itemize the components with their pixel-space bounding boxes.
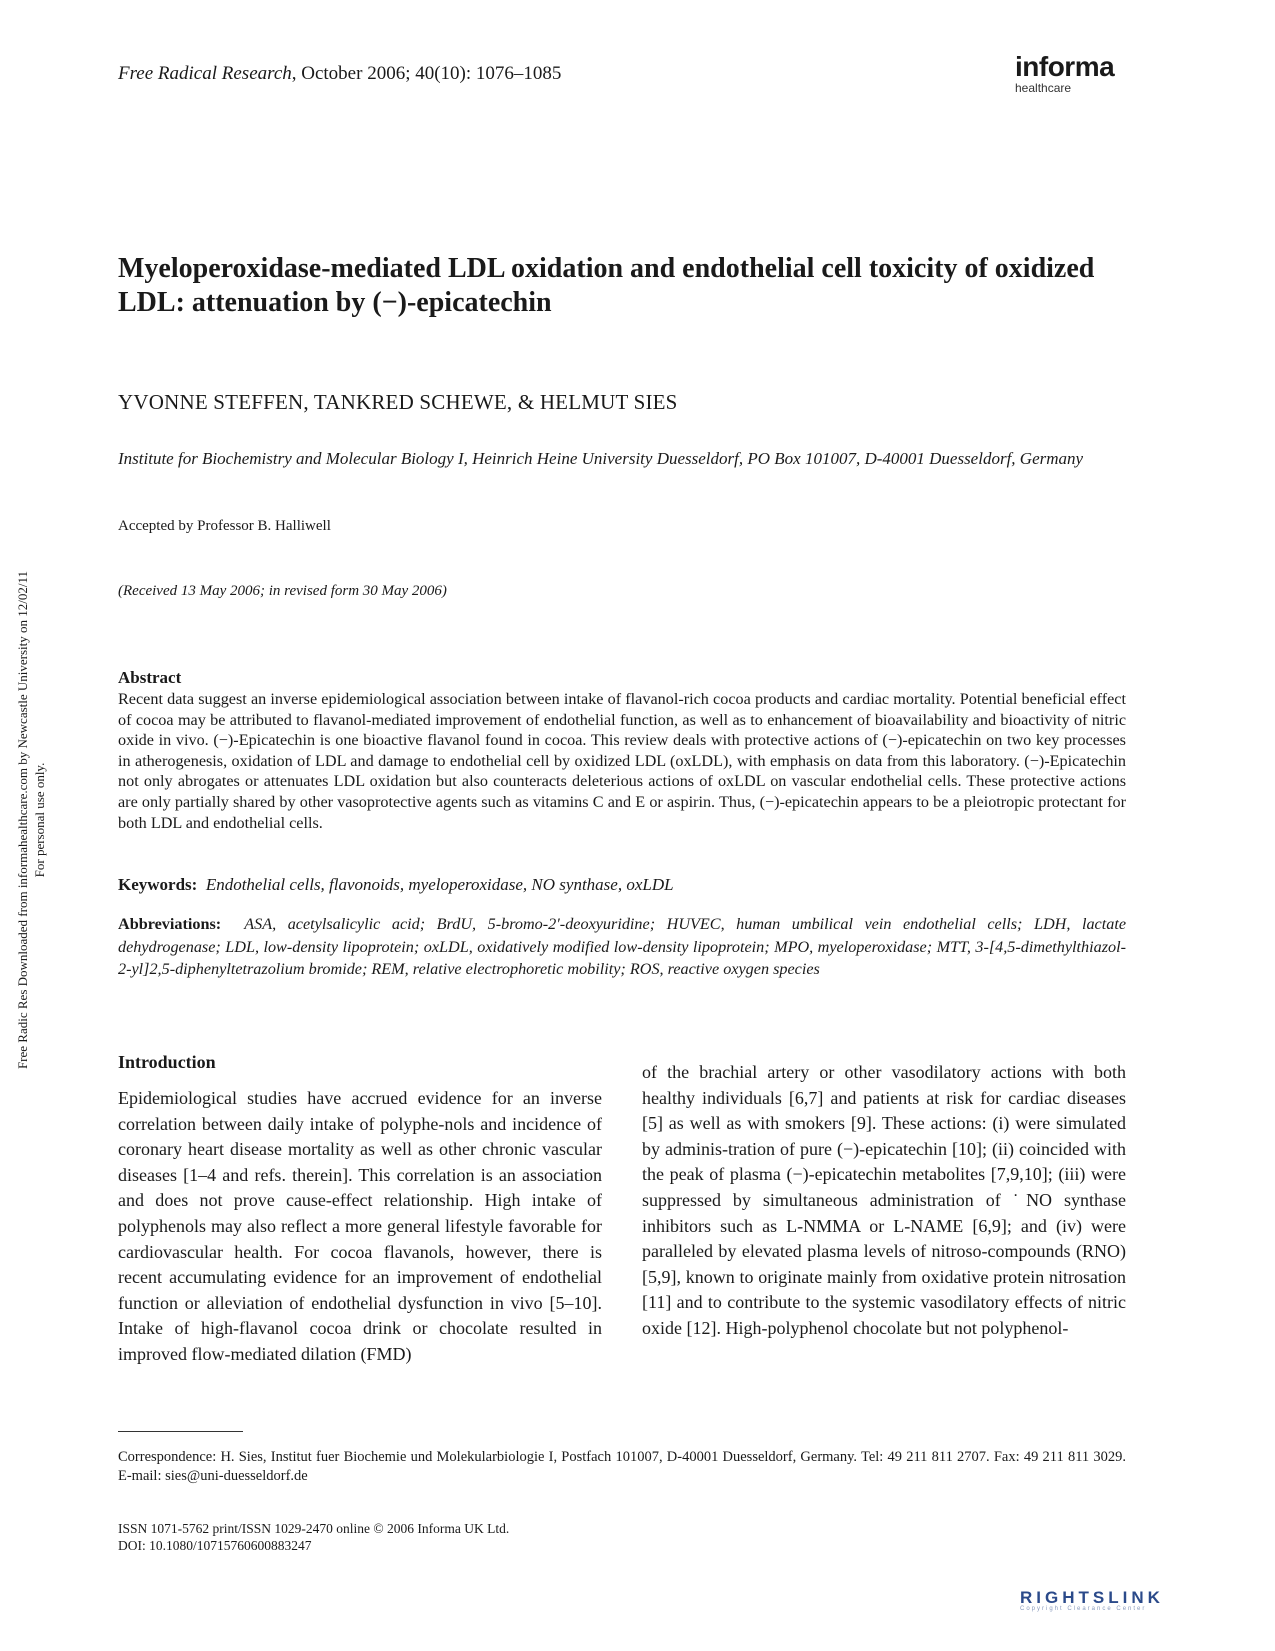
introduction-right-column: of the brachial artery or other vasodilatory actions with both healthy individuals [6,7] and patients at risk for cardiac diseases [5] as well as with smokers [9]. These actions: (i) were simulated by adminis-tration of pure (−)-epicatechin [10]; (ii) coincided with the peak of plasma (−)-epicatechin metabolites [7,9,10]; (iii) were suppressed by simultaneous administration of ˙NO synthase inhibitors such as L-NMMA or L-NAME [6,9]; and (iv) were paralleled by elevated plasma levels of nitroso-compounds (RNO) [5,9], known to originate mainly from oxidative protein nitrosation [11] and to contribute to the systemic vasodilatory effects of nitric oxide [12]. High-polyphenol chocolate but not polyphenol- <box>642 1062 1126 1338</box>
rightslink-label: RIGHTSLINK <box>1020 1588 1164 1607</box>
accepted-by: Accepted by Professor B. Halliwell <box>118 518 331 534</box>
issn: ISSN 1071-5762 print/ISSN 1029-2470 online © 2006 Informa UK Ltd. <box>118 1521 510 1536</box>
journal-citation <box>118 63 561 85</box>
watermark-line-1: Free Radic Res Downloaded from informahealthcare.com by Newcastle University on 12/02/11 <box>15 570 30 1070</box>
authors: YVONNE STEFFEN, TANKRED SCHEWE, & HELMUT SIES <box>118 390 678 414</box>
rightslink-logo <box>1020 1588 1164 1612</box>
logo-sub: healthcare <box>1015 81 1072 95</box>
abbreviations-label: Abbreviations: <box>118 915 222 933</box>
logo-brand: informa <box>1015 51 1115 82</box>
download-watermark <box>14 500 48 1140</box>
keywords-label: Keywords: <box>118 875 198 894</box>
doi: DOI: 10.1080/10715760600883247 <box>118 1538 312 1553</box>
article-title: Myeloperoxidase-mediated LDL oxidation and endothelial cell toxicity of oxidized LDL: attenuation by (−)-epicatechin <box>118 253 1095 318</box>
journal-name: Free Radical Research <box>118 63 292 84</box>
affiliation: Institute for Biochemistry and Molecular Biology I, Heinrich Heine University Duesseldorf, PO Box 101007, D-40001 Duesseldorf, Germany <box>118 449 1084 468</box>
correspondence-footnote: Correspondence: H. Sies, Institut fuer Biochemie und Molekularbiologie I, Postfach 101007, D-40001 Duesseldorf, Germany. Tel: 49 211 811 2707. Fax: 49 211 811 3029. E-mail: sies@uni-duesseldorf.de <box>118 1449 1126 1484</box>
watermark-line-2: For personal use only. <box>32 762 47 878</box>
publication-info <box>118 1520 509 1554</box>
keywords <box>118 875 1126 895</box>
journal-issue: , October 2006; 40(10): 1076–1085 <box>291 63 562 84</box>
received-dates: (Received 13 May 2006; in revised form 30 May 2006) <box>118 583 447 599</box>
introduction-heading: Introduction <box>118 1052 216 1072</box>
abbreviations <box>118 913 1126 981</box>
publisher-logo <box>1015 52 1125 94</box>
footnote-divider <box>118 1431 243 1432</box>
abstract-heading: Abstract <box>118 668 182 687</box>
abbreviations-text: ASA, acetylsalicylic acid; BrdU, 5-bromo-2′-deoxyuridine; HUVEC, human umbilical vein endothelial cells; LDH, lactate dehydrogenase; LDL, low-density lipoprotein; oxLDL, oxidatively modified low-density lipoprotein; MPO, myeloperoxidase; MTT, 3-[4,5-dimethylthiazol-2-yl]2,5-diphenyltetrazolium bromide; REM, relative electrophoretic mobility; ROS, reactive oxygen species <box>118 915 1127 978</box>
rightslink-sub: Copyright Clearance Center <box>1020 1606 1147 1612</box>
abstract-text: Recent data suggest an inverse epidemiological association between intake of flavanol-rich cocoa products and cardiac mortality. Potential beneficial effect of cocoa may be attributed to flavanol-mediated improvement of endothelial function, as well as to enhancement of bioavailability and bioactivity of nitric oxide in vivo. (−)-Epicatechin is one bioactive flavanol found in cocoa. This review deals with protective actions of (−)-epicatechin on two key processes in atherogenesis, oxidation of LDL and damage to endothelial cell by oxidized LDL (oxLDL), with emphasis on data from this laboratory. (−)-Epicatechin not only abrogates or attenuates LDL oxidation but also counteracts deleterious actions of oxLDL on vascular endothelial cells. These protective actions are only partially shared by other vasoprotective agents such as vitamins C and E or aspirin. Thus, (−)-epicatechin appears to be a pleiotropic protectant for both LDL and endothelial cells. <box>118 690 1126 832</box>
introduction-left-column: Epidemiological studies have accrued evidence for an inverse correlation between daily intake of polyphe-nols and incidence of coronary heart disease mortality as well as other chronic vascular diseases [1–4 and refs. therein]. This correlation is an association and does not prove cause-effect relationship. High intake of polyphenols may also reflect a more general lifestyle favorable for cardiovascular health. For cocoa flavanols, however, there is recent accumulating evidence for an improvement of endothelial function or alleviation of endothelial dysfunction in vivo [5–10]. Intake of high-flavanol cocoa drink or chocolate resulted in improved flow-mediated dilation (FMD) <box>118 1088 602 1364</box>
keywords-text: Endothelial cells, flavonoids, myeloperoxidase, NO synthase, oxLDL <box>205 875 674 894</box>
